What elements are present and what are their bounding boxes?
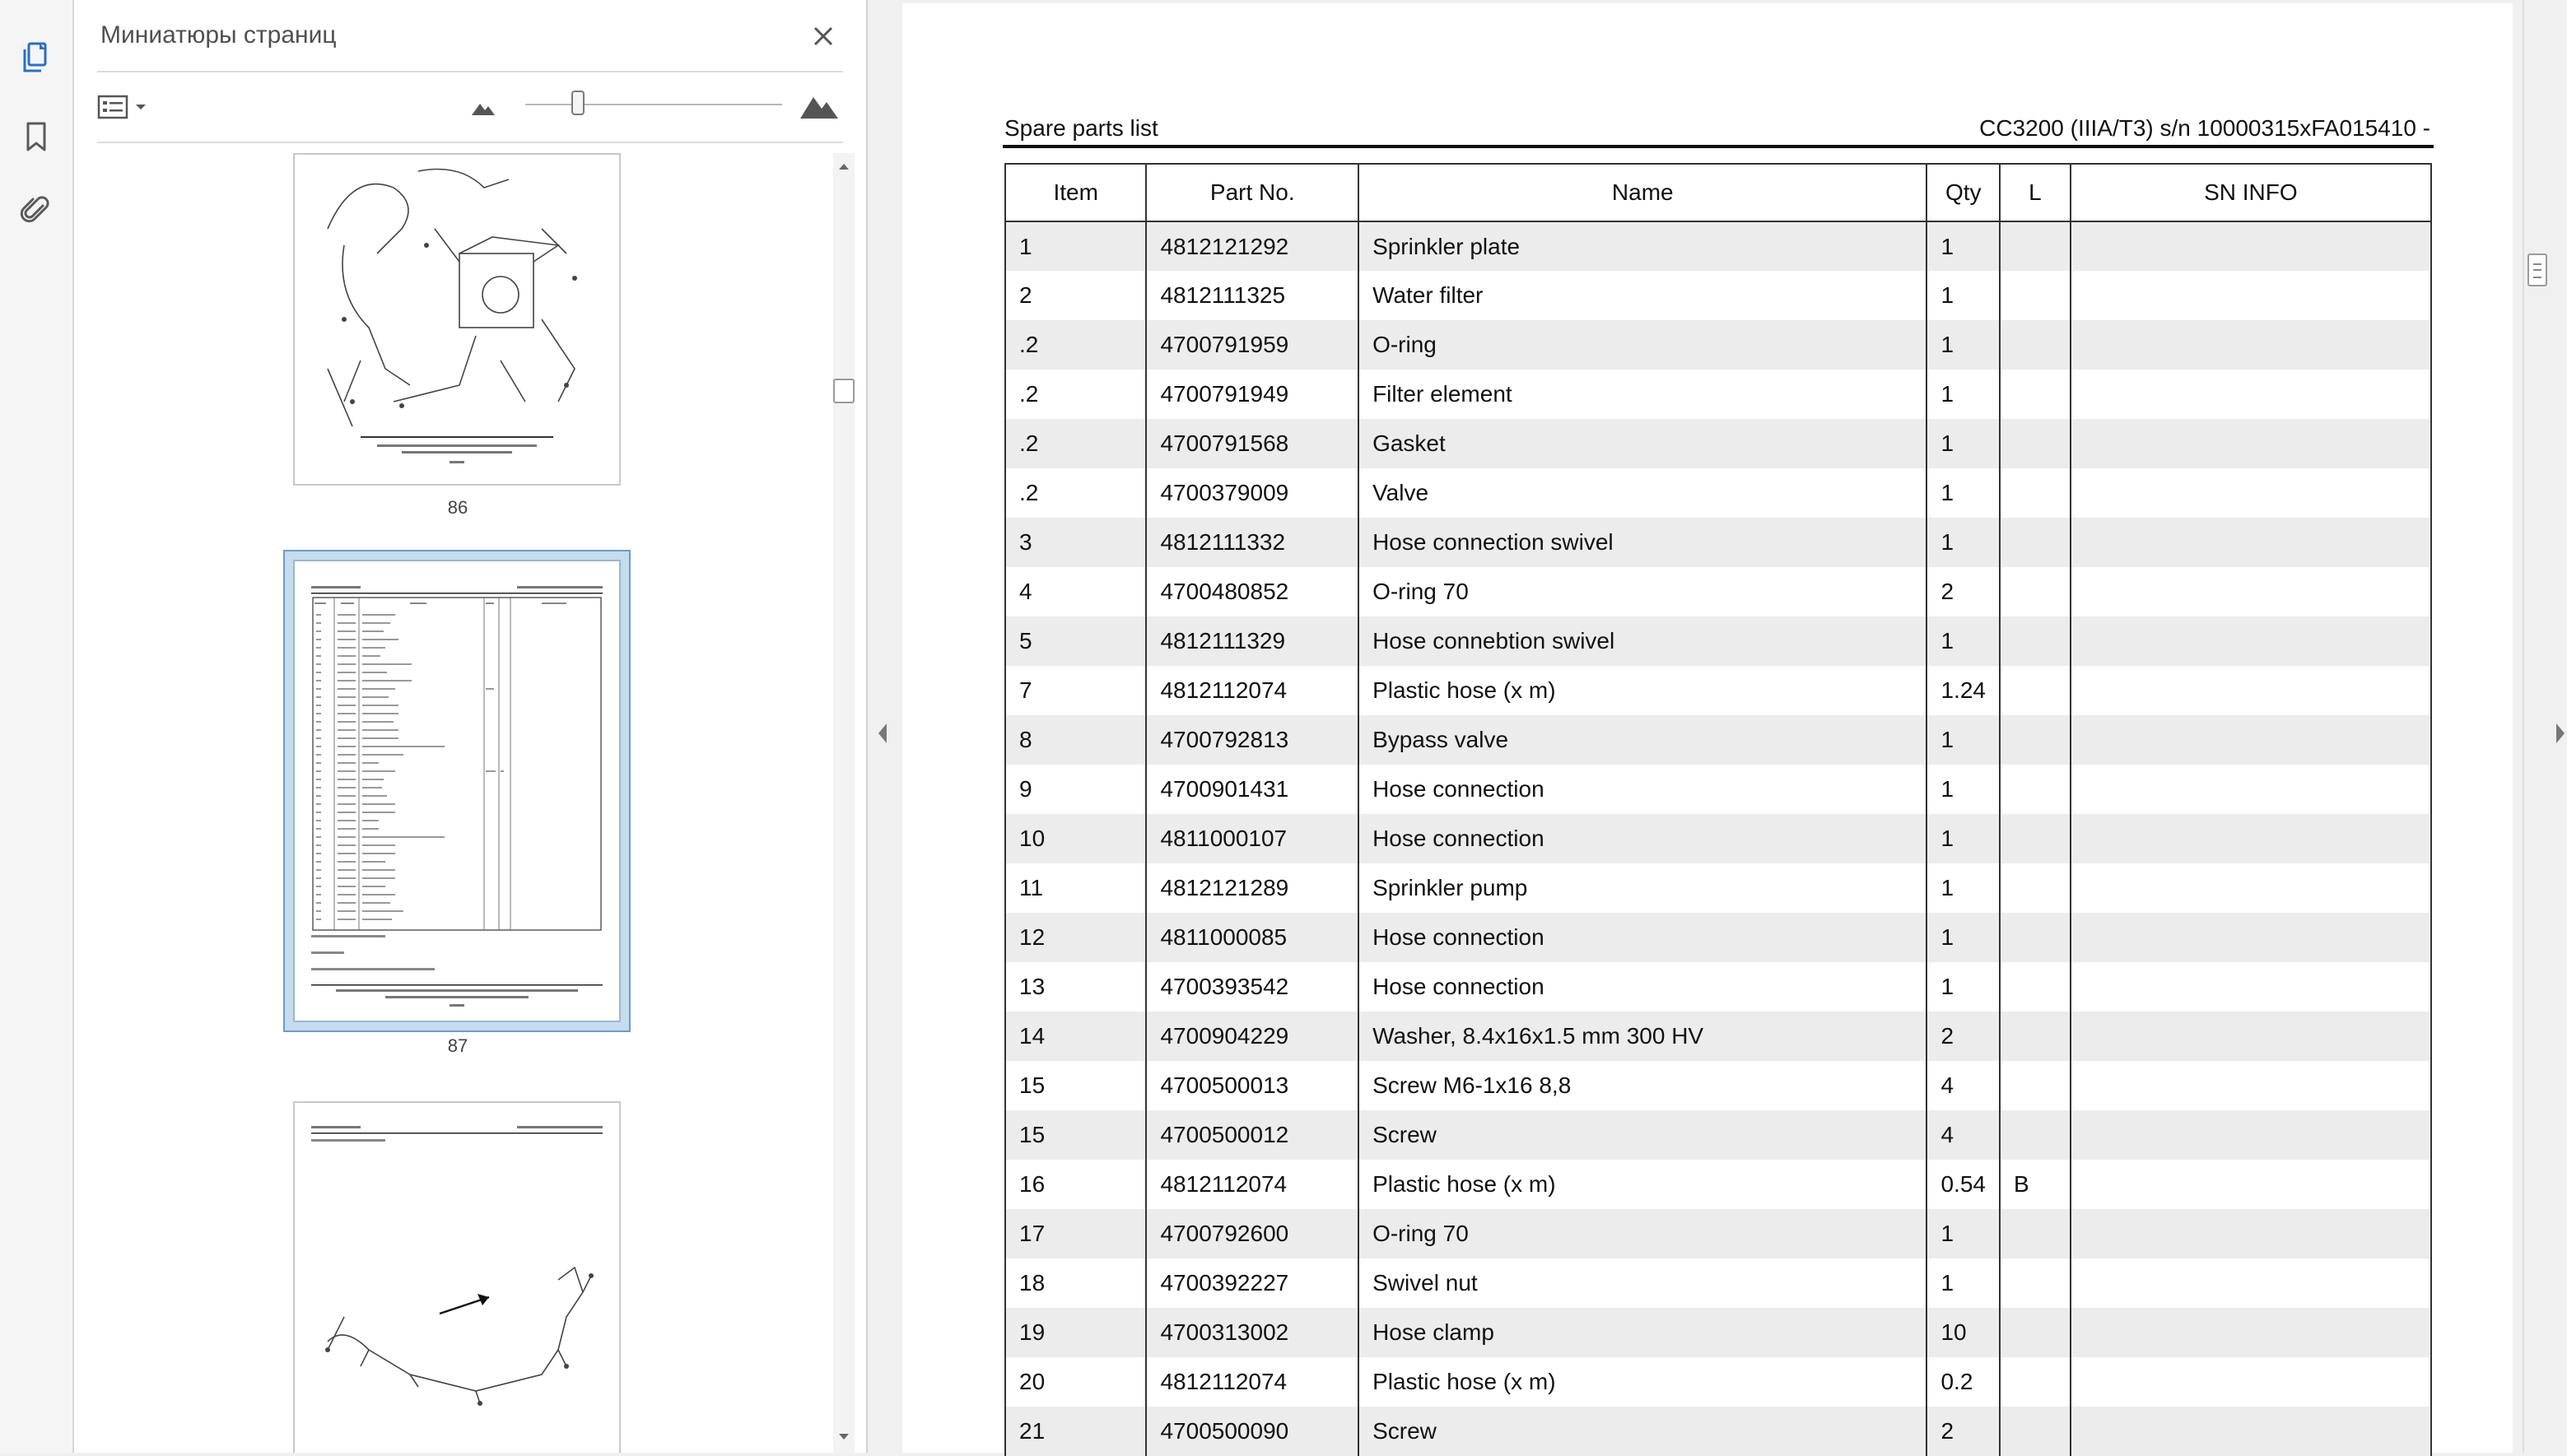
cell-part-no: 4700791949 xyxy=(1146,370,1358,419)
cell-part-no: 4811000085 xyxy=(1146,913,1358,962)
cell-sn-info xyxy=(2071,518,2431,567)
cell-l xyxy=(2000,913,2071,962)
cell-sn-info xyxy=(2071,1110,2431,1160)
bookmark-icon xyxy=(18,119,54,155)
cell-qty: 1 xyxy=(1926,913,2000,962)
cell-qty: 10 xyxy=(1926,1308,2000,1357)
table-row xyxy=(1005,221,2431,271)
cell-item: 17 xyxy=(1005,1209,1146,1258)
cell-l xyxy=(2000,1061,2071,1110)
cell-part-no: 4700392227 xyxy=(1146,1258,1358,1308)
navigation-tool-strip xyxy=(0,0,74,1453)
cell-l xyxy=(2000,567,2071,616)
exploded-drawing-thumbnail xyxy=(295,155,619,484)
table-row xyxy=(1005,962,2431,1012)
cell-item: .2 xyxy=(1005,320,1146,370)
options-menu-icon xyxy=(97,95,128,119)
cell-item: 11 xyxy=(1005,863,1146,913)
cell-l xyxy=(2000,370,2071,419)
cell-sn-info xyxy=(2071,567,2431,616)
table-row xyxy=(1005,616,2431,666)
cell-qty: 0.54 xyxy=(1926,1160,2000,1209)
document-title: Spare parts list xyxy=(1004,115,1158,141)
cell-name: Screw xyxy=(1358,1110,1926,1160)
cell-item: 7 xyxy=(1005,666,1146,715)
cell-item: 15 xyxy=(1005,1110,1146,1160)
cell-qty: 1 xyxy=(1926,765,2000,814)
cell-qty: 1 xyxy=(1926,221,2000,271)
cell-item: 16 xyxy=(1005,1160,1146,1209)
cell-qty: 4 xyxy=(1926,1061,2000,1110)
machine-model-serial: CC3200 (IIIA/T3) s/n 10000315xFA015410 - xyxy=(1979,115,2430,141)
cell-item: 12 xyxy=(1005,913,1146,962)
document-viewport[interactable] xyxy=(902,3,2513,1453)
cell-name: O-ring xyxy=(1358,320,1926,370)
cell-name: Hose connection xyxy=(1358,913,1926,962)
cell-sn-info xyxy=(2071,1209,2431,1258)
cell-item: 3 xyxy=(1005,518,1146,567)
column-header-qty: Qty xyxy=(1926,164,2000,221)
cell-part-no: 4812112074 xyxy=(1146,1357,1358,1407)
panel-title: Миниатюры страниц xyxy=(100,21,337,49)
cell-qty: 1 xyxy=(1926,518,2000,567)
scroll-down-arrow-icon[interactable] xyxy=(836,1429,851,1444)
cell-sn-info xyxy=(2071,320,2431,370)
paperclip-icon xyxy=(18,193,54,229)
table-row xyxy=(1005,863,2431,913)
cell-item: 10 xyxy=(1005,814,1146,863)
cell-qty: 1 xyxy=(1926,1258,2000,1308)
cell-sn-info xyxy=(2071,370,2431,419)
cell-qty: 1 xyxy=(1926,814,2000,863)
cell-l xyxy=(2000,1308,2071,1357)
header-rule xyxy=(1003,145,2434,148)
cell-part-no: 4700901431 xyxy=(1146,765,1358,814)
cell-part-no: 4700480852 xyxy=(1146,567,1358,616)
cell-qty: 1 xyxy=(1926,320,2000,370)
cell-sn-info xyxy=(2071,419,2431,468)
cell-l xyxy=(2000,666,2071,715)
cell-part-no: 4700792813 xyxy=(1146,715,1358,765)
table-row xyxy=(1005,1110,2431,1160)
cell-sn-info xyxy=(2071,765,2431,814)
cell-part-no: 4812112074 xyxy=(1146,666,1358,715)
cell-qty: 1 xyxy=(1926,1209,2000,1258)
panel-divider xyxy=(97,71,843,72)
cell-part-no: 4700500012 xyxy=(1146,1110,1358,1160)
column-header-name: Name xyxy=(1358,164,1926,221)
cell-qty: 2 xyxy=(1926,1012,2000,1061)
table-row xyxy=(1005,468,2431,518)
cell-l xyxy=(2000,616,2071,666)
page-thumbnail-88[interactable] xyxy=(293,1101,621,1453)
cell-name: Sprinkler plate xyxy=(1358,221,1926,271)
cell-item: 9 xyxy=(1005,765,1146,814)
thumbnail-page-label: 87 xyxy=(447,1035,468,1056)
cell-part-no: 4812121292 xyxy=(1146,221,1358,271)
thumbnail-options-button[interactable] xyxy=(97,89,163,125)
document-scrollbar[interactable] xyxy=(2523,0,2552,1453)
cell-part-no: 4700500090 xyxy=(1146,1407,1358,1456)
cell-name: Bypass valve xyxy=(1358,715,1926,765)
thumbnails-panel xyxy=(74,0,868,1453)
cell-l xyxy=(2000,320,2071,370)
table-row xyxy=(1005,1061,2431,1110)
cell-item: 20 xyxy=(1005,1357,1146,1407)
cell-sn-info xyxy=(2071,1160,2431,1209)
cell-qty: 2 xyxy=(1926,1407,2000,1456)
cell-item: 15 xyxy=(1005,1061,1146,1110)
scroll-up-arrow-icon[interactable] xyxy=(836,160,851,174)
cell-item: .2 xyxy=(1005,468,1146,518)
cell-l xyxy=(2000,962,2071,1012)
cell-qty: 2 xyxy=(1926,567,2000,616)
cell-sn-info xyxy=(2071,616,2431,666)
table-row xyxy=(1005,765,2431,814)
cell-item: 5 xyxy=(1005,616,1146,666)
expand-right-pane-arrow-icon[interactable] xyxy=(2554,721,2567,746)
panel-divider xyxy=(97,142,843,143)
cell-sn-info xyxy=(2071,814,2431,863)
cell-l xyxy=(2000,271,2071,320)
cell-part-no: 4811000107 xyxy=(1146,814,1358,863)
column-header-item: Item xyxy=(1005,164,1146,221)
table-row xyxy=(1005,1407,2431,1456)
cell-l xyxy=(2000,1209,2071,1258)
pages-icon xyxy=(18,40,54,76)
sprinkler-drawing-thumbnail xyxy=(295,1103,619,1453)
cell-name: Hose connection xyxy=(1358,962,1926,1012)
cell-qty: 1 xyxy=(1926,419,2000,468)
cell-part-no: 4700393542 xyxy=(1146,962,1358,1012)
cell-l xyxy=(2000,814,2071,863)
parts-list-thumbnail xyxy=(295,561,619,1021)
cell-l xyxy=(2000,518,2071,567)
cell-sn-info xyxy=(2071,666,2431,715)
thumbnail-scrollbar-handle[interactable] xyxy=(833,379,855,403)
attachments-button[interactable] xyxy=(13,188,59,234)
cell-l xyxy=(2000,1110,2071,1160)
cell-sn-info xyxy=(2071,1308,2431,1357)
cell-l xyxy=(2000,715,2071,765)
cell-name: Swivel nut xyxy=(1358,1258,1926,1308)
thumbnail-size-slider[interactable] xyxy=(525,104,782,105)
mountain-large-icon[interactable] xyxy=(799,91,840,123)
cell-part-no: 4812112074 xyxy=(1146,1160,1358,1209)
cell-l xyxy=(2000,765,2071,814)
column-header-sn-info: SN INFO xyxy=(2071,164,2431,221)
cell-l xyxy=(2000,1407,2071,1456)
cell-name: Plastic hose (x m) xyxy=(1358,1160,1926,1209)
cell-part-no: 4700904229 xyxy=(1146,1012,1358,1061)
cell-qty: 1 xyxy=(1926,370,2000,419)
table-header-row xyxy=(1005,164,2431,221)
cell-item: 14 xyxy=(1005,1012,1146,1061)
cell-name: Sprinkler pump xyxy=(1358,863,1926,913)
cell-l xyxy=(2000,468,2071,518)
cell-sn-info xyxy=(2071,1357,2431,1407)
cell-qty: 1 xyxy=(1926,863,2000,913)
cell-name: Hose clamp xyxy=(1358,1308,1926,1357)
thumbnail-scrollbar[interactable] xyxy=(833,153,855,1453)
chevron-down-icon xyxy=(135,103,147,111)
cell-qty: 1.24 xyxy=(1926,666,2000,715)
cell-item: 4 xyxy=(1005,567,1146,616)
table-row xyxy=(1005,518,2431,567)
cell-name: O-ring 70 xyxy=(1358,1209,1926,1258)
table-row xyxy=(1005,271,2431,320)
table-row xyxy=(1005,1308,2431,1357)
close-panel-button[interactable] xyxy=(807,20,840,53)
cell-qty: 0.2 xyxy=(1926,1357,2000,1407)
cell-qty: 1 xyxy=(1926,962,2000,1012)
cell-sn-info xyxy=(2071,1407,2431,1456)
cell-part-no: 4812111325 xyxy=(1146,271,1358,320)
table-row xyxy=(1005,814,2431,863)
cell-part-no: 4812111332 xyxy=(1146,518,1358,567)
cell-item: .2 xyxy=(1005,370,1146,419)
page-thumbnail-87[interactable] xyxy=(293,560,621,1022)
cell-name: Hose connebtion swivel xyxy=(1358,616,1926,666)
table-row xyxy=(1005,1160,2431,1209)
cell-qty: 1 xyxy=(1926,271,2000,320)
cell-l xyxy=(2000,1012,2071,1061)
cell-sn-info xyxy=(2071,1061,2431,1110)
cell-name: Gasket xyxy=(1358,419,1926,468)
spare-parts-table-body xyxy=(1005,221,2431,1456)
bookmarks-button[interactable] xyxy=(13,114,59,160)
cell-part-no: 4812111329 xyxy=(1146,616,1358,666)
cell-sn-info xyxy=(2071,715,2431,765)
thumbnail-size-slider-handle[interactable] xyxy=(571,91,585,115)
cell-name: Hose connection xyxy=(1358,765,1926,814)
table-row xyxy=(1005,666,2431,715)
document-header xyxy=(1004,110,2434,148)
table-row xyxy=(1005,419,2431,468)
cell-qty: 4 xyxy=(1926,1110,2000,1160)
cell-part-no: 4700313002 xyxy=(1146,1308,1358,1357)
cell-name: Plastic hose (x m) xyxy=(1358,1357,1926,1407)
cell-name: Filter element xyxy=(1358,370,1926,419)
cell-name: Screw xyxy=(1358,1407,1926,1456)
column-header-l: L xyxy=(2000,164,2071,221)
cell-l xyxy=(2000,1258,2071,1308)
table-row xyxy=(1005,1357,2431,1407)
cell-part-no: 4700500013 xyxy=(1146,1061,1358,1110)
document-scrollbar-handle[interactable] xyxy=(2527,254,2547,286)
table-row xyxy=(1005,567,2431,616)
page-thumbnails-button[interactable] xyxy=(13,35,59,81)
cell-part-no: 4812121289 xyxy=(1146,863,1358,913)
cell-name: Valve xyxy=(1358,468,1926,518)
thumbnail-list xyxy=(74,153,823,1453)
cell-item: .2 xyxy=(1005,419,1146,468)
cell-item: 8 xyxy=(1005,715,1146,765)
table-row xyxy=(1005,715,2431,765)
cell-name: Washer, 8.4x16x1.5 mm 300 HV xyxy=(1358,1012,1926,1061)
cell-name: Screw M6-1x16 8,8 xyxy=(1358,1061,1926,1110)
cell-sn-info xyxy=(2071,863,2431,913)
cell-sn-info xyxy=(2071,913,2431,962)
cell-l: B xyxy=(2000,1160,2071,1209)
table-row xyxy=(1005,370,2431,419)
cell-sn-info xyxy=(2071,1012,2431,1061)
cell-l xyxy=(2000,863,2071,913)
cell-name: Plastic hose (x m) xyxy=(1358,666,1926,715)
mountain-small-icon[interactable] xyxy=(469,94,497,122)
cell-item: 19 xyxy=(1005,1308,1146,1357)
cell-item: 13 xyxy=(1005,962,1146,1012)
collapse-panel-arrow-icon[interactable] xyxy=(876,721,889,746)
column-header-part-no: Part No. xyxy=(1146,164,1358,221)
spare-parts-table xyxy=(1004,163,2432,1456)
table-row xyxy=(1005,1012,2431,1061)
table-row xyxy=(1005,320,2431,370)
table-row xyxy=(1005,1209,2431,1258)
cell-item: 18 xyxy=(1005,1258,1146,1308)
thumbnail-page-label: 86 xyxy=(447,497,468,518)
cell-name: Water filter xyxy=(1358,271,1926,320)
cell-qty: 1 xyxy=(1926,468,2000,518)
cell-l xyxy=(2000,1357,2071,1407)
cell-qty: 1 xyxy=(1926,715,2000,765)
cell-part-no: 4700379009 xyxy=(1146,468,1358,518)
cell-l xyxy=(2000,419,2071,468)
cell-part-no: 4700791568 xyxy=(1146,419,1358,468)
cell-item: 1 xyxy=(1005,221,1146,271)
cell-sn-info xyxy=(2071,468,2431,518)
cell-sn-info xyxy=(2071,962,2431,1012)
cell-sn-info xyxy=(2071,271,2431,320)
cell-name: Hose connection swivel xyxy=(1358,518,1926,567)
cell-name: Hose connection xyxy=(1358,814,1926,863)
table-row xyxy=(1005,913,2431,962)
cell-sn-info xyxy=(2071,1258,2431,1308)
cell-item: 2 xyxy=(1005,271,1146,320)
cell-sn-info xyxy=(2071,221,2431,271)
cell-name: O-ring 70 xyxy=(1358,567,1926,616)
page-thumbnail-86[interactable] xyxy=(293,153,621,486)
cell-item: 21 xyxy=(1005,1407,1146,1456)
cell-qty: 1 xyxy=(1926,616,2000,666)
close-icon xyxy=(813,26,834,47)
cell-part-no: 4700792600 xyxy=(1146,1209,1358,1258)
cell-part-no: 4700791959 xyxy=(1146,320,1358,370)
cell-l xyxy=(2000,221,2071,271)
table-row xyxy=(1005,1258,2431,1308)
